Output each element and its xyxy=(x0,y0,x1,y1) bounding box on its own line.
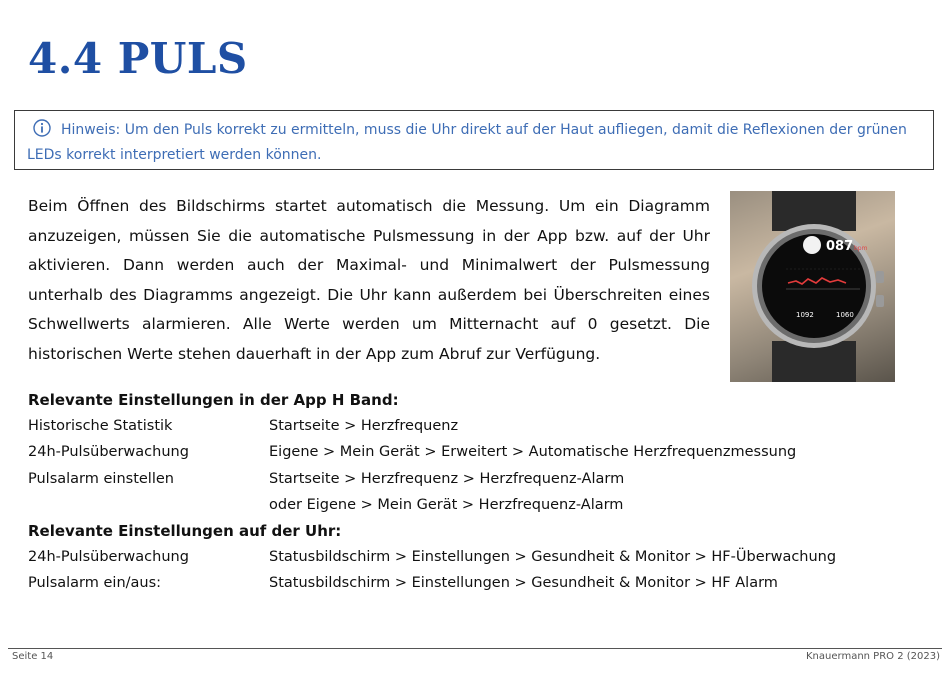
settings-label: Historische Statistik xyxy=(28,418,173,434)
hint-text: Hinweis: Um den Puls korrekt zu ermitteln, muss die Uhr direkt auf der Haut aufliegen, damit die Reflexionen der grünen LEDs korrekt interpretiert werden können. xyxy=(27,122,907,163)
hint-box xyxy=(14,110,934,170)
settings-row xyxy=(28,466,928,492)
photo-max-value: 1092 xyxy=(796,311,814,319)
footer-divider xyxy=(8,648,942,649)
settings-path: Startseite > Herzfrequenz xyxy=(269,418,459,434)
settings-row xyxy=(28,439,928,465)
settings-row xyxy=(28,492,928,518)
settings-row xyxy=(28,413,928,439)
settings-path: Startseite > Herzfrequenz > Herzfrequenz-Alarm xyxy=(269,470,625,487)
body-paragraph: Beim Öffnen des Bildschirms startet automatisch die Messung. Um ein Diagramm anzuzeigen, müssen Sie die automatische Pulsmessung in der App bzw. auf der Uhr aktivieren. Dann werden auch der Maximal- und Minimalwert der Pulsmessung unterhalb des Diagramms angezeigt. Die Uhr kann außerdem bei Überschreiten eines Schwellwerts alarmieren. Alle Werte werden um Mitternacht auf 0 gesetzt. Die historischen Werte stehen dauerhaft in der App zum Abruf zur Verfügung. xyxy=(28,197,710,363)
settings-label: 24h-Pulsüberwachung xyxy=(28,549,189,566)
app-settings-heading: Relevante Einstellungen in der App H Band: xyxy=(28,391,399,409)
info-icon xyxy=(33,119,51,137)
watch-settings-heading: Relevante Einstellungen auf der Uhr: xyxy=(28,522,342,541)
settings-label: Pulsalarm einstellen xyxy=(28,470,174,487)
settings-path: oder Eigene > Mein Gerät > Herzfrequenz-Alarm xyxy=(269,496,624,513)
photo-min-value: 1060 xyxy=(836,311,854,319)
settings-path: Eigene > Mein Gerät > Erweitert > Automatische Herzfrequenzmessung xyxy=(269,444,797,461)
photo-hr-unit: bpm xyxy=(854,245,868,252)
page-number: Seite 14 xyxy=(12,651,54,662)
settings-section xyxy=(28,387,928,597)
settings-row xyxy=(28,570,928,596)
settings-path: Statusbildschirm > Einstellungen > Gesundheit & Monitor > HF Alarm xyxy=(269,575,778,592)
photo-hr-value: 087 xyxy=(826,239,854,254)
footer-product: Knauermann PRO 2 (2023) xyxy=(806,651,940,662)
settings-label xyxy=(28,492,269,518)
page-title: 4.4 PULS xyxy=(28,34,248,83)
settings-label: Pulsalarm ein/aus: xyxy=(28,575,162,592)
watch-photo xyxy=(730,191,895,382)
settings-label: 24h-Pulsüberwachung xyxy=(28,444,189,461)
settings-row xyxy=(28,544,928,570)
settings-path: Statusbildschirm > Einstellungen > Gesundheit & Monitor > HF-Überwachung xyxy=(269,549,837,566)
